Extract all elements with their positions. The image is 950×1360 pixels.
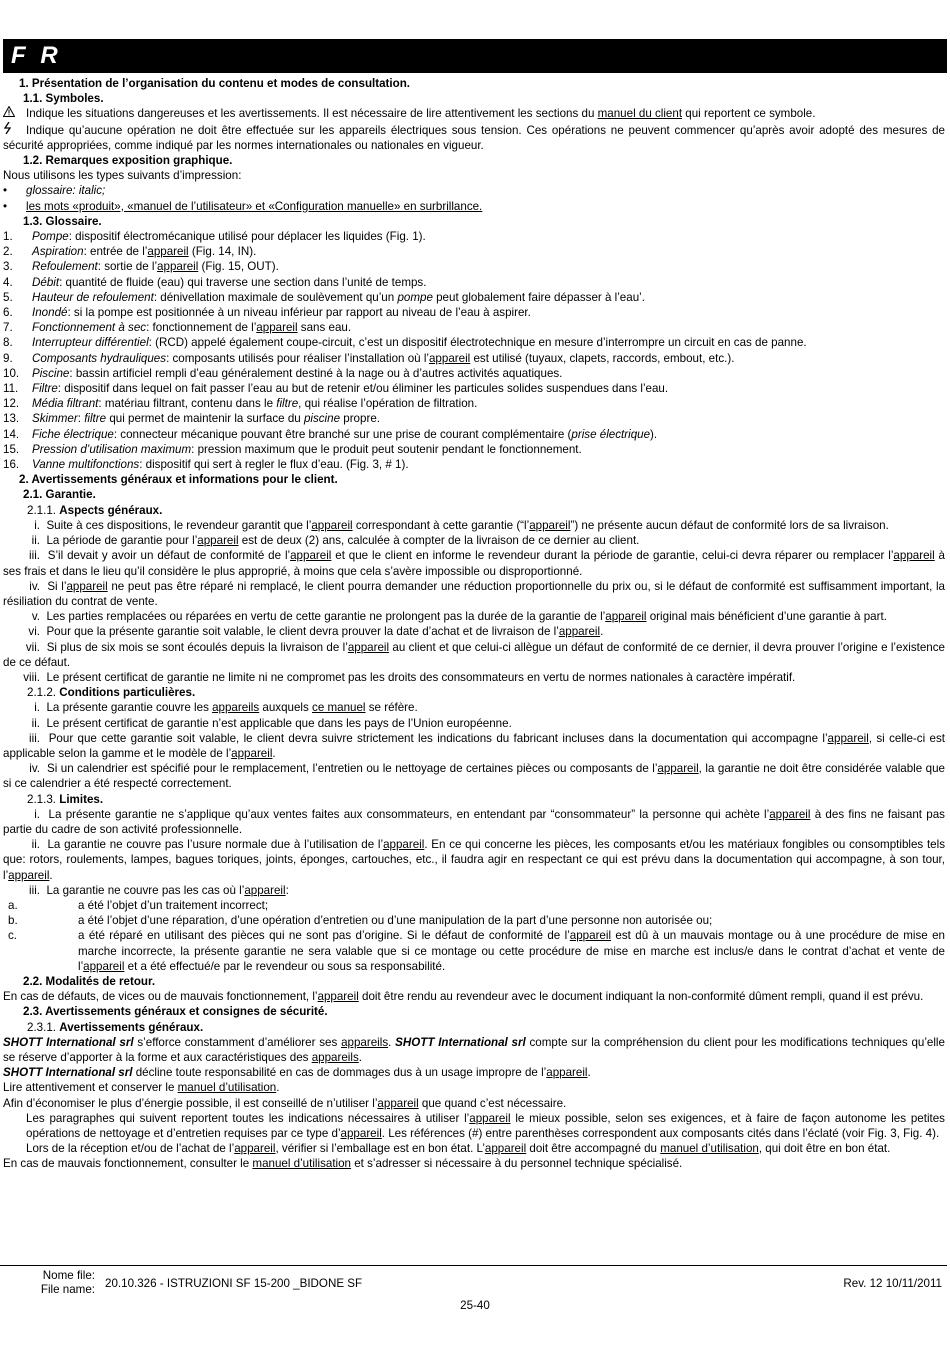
roman-item: iii. La garantie ne couvre pas les cas où l’appareil: [29,883,289,897]
warning-paragraph: Les paragraphes qui suivent reportent toutes les indications nécessaires à utiliser l’appareil le mieux possible, selon ses exigences, et à faire de façon autonome les petites opérations de nettoyage et d’entretien requises par ce type d’appareil. Les références (#) entre parenthèses correspondent aux composants cités dans l’éclaté (voir Fig. 3, Fig. 4). [3,1111,945,1141]
read-manual-paragraph: Lire attentivement et conserver le manuel d’utilisation. [3,1081,280,1095]
aspects-title: 2.1.1. Aspects généraux. [27,503,163,517]
roman-item: ii. La garantie ne couvre pas l’usure normale due à l’utilisation de l’appareil. En ce qui concerne les pièces, les composants et/ou les matériaux fongibles ou consomptibles tels que: rotors, roulements, lampes, bagues toriques, joints, éponges, cartouches, etc., il faudra agir en respectant ce qui est prévu dans la documentation qui accompagne, à son tour, l’appareil. [3,838,945,882]
bullet-item: • les mots «produit», «manuel de l’utilisateur» et «Configuration manuelle» en surbrillance. [3,199,483,213]
remarks-title: 1.2. Remarques exposition graphique. [23,154,233,168]
warning-triangle-icon [3,1111,26,1126]
warning-triangle-icon [3,1141,26,1156]
symbol-warning-paragraph: Indique les situations dangereuses et les avertissements. Il est nécessaire de lire attentivement les sections du manuel du client qui reportent ce symbole. [3,106,945,121]
file-name: 20.10.326 - ISTRUZIONI SF 15-200 _BIDONE SF [105,1277,363,1290]
malfunction-paragraph: En cas de mauvais fonctionnement, consulter le manuel d’utilisation et s’adresser si nécessaire à du personnel technique spécialisé. [3,1157,683,1171]
return-title: 2.2. Modalités de retour. [23,974,156,988]
limits-title: 2.1.3. Limites. [27,792,104,806]
glossary-item: 9. Composants hydrauliques: composants utilisés pour réaliser l’installation où l’appareil est utilisé (tuyaux, clapets, raccords, embout, etc.). [3,351,735,365]
roman-item: iv. Si un calendrier est spécifié pour le remplacement, l’entretien ou le nettoyage de certaines pièces ou composants de l’appareil, la garantie ne doit être considérée valable que si ce calendrier a été respecté correctement. [3,762,946,791]
glossary-item: 15. Pression d’utilisation maximum: pression maximum que le produit peut soutenir pendant le fonctionnement. [3,442,582,456]
client-manual-link: manuel du client [597,107,683,121]
symbol-electric-paragraph: Indique qu’aucune opération ne doit être effectuée sur les appareils électriques sous tension. Ces opérations ne peuvent commencer qu’après avoir adopté des mesures de sécurité appropriées, comme indiqué par les normes internationales ou nationales en vigueur. [3,123,945,152]
document-body [3,76,945,1172]
section-2-title: 2. Avertissements généraux et informations pour le client. [19,473,338,487]
glossary-item: 7. Fonctionnement à sec: fonctionnement de l’appareil sans eau. [3,321,352,335]
return-paragraph: En cas de défauts, de vices ou de mauvais fonctionnement, l’appareil doit être rendu au revendeur avec le document indiquant la non-conformité dûment rempli, quand il est prévu. [3,990,924,1004]
glossary-item: 3. Refoulement: sortie de l’appareil (Fig. 15, OUT). [3,260,279,274]
glossary-item: 5. Hauteur de refoulement: dénivellation maximale de soulèvement qu’un pompe peut globalement faire dépasser à l’eau’. [3,290,645,304]
energy-paragraph: Afin d’économiser le plus d’énergie possible, il est conseillé de n’utiliser l’appareil que quand c’est nécessaire. [3,1096,567,1110]
roman-item: ii. La période de garantie pour l’appareil est de deux (2) ans, calculée à compter de la livraison de ce dernier au client. [31,534,640,548]
alpha-item: a. a été l’objet d’un traitement incorrect; [8,898,269,912]
roman-item: iii. Pour que cette garantie soit valable, le client devra suivre strictement les indications du fabricant incluses dans la documentation qui accompagne l’appareil, si celle-ci est applicable selon la gamme et le modèle de l’appareil. [3,731,945,760]
glossary-item: 1. Pompe: dispositif électromécanique utilisé pour déplacer les liquides (Fig. 1). [3,230,426,244]
revision: Rev. 12 10/11/2011 [843,1277,942,1290]
roman-item: vii. Si plus de six mois se sont écoulés depuis la livraison de l’appareil au client et que celui-ci allègue un défaut de conformité de ce dernier, il devra prouver l’origine e l’existence de ce défaut. [3,640,945,669]
glossary-item: 6. Inondé: si la pompe est positionnée à un niveau inférieur par rapport au niveau de l’eau à aspirer. [3,306,531,320]
liability-paragraph: SHOTT International srl décline toute responsabilité en cas de dommages dus à un usage impropre de l’appareil. [3,1066,591,1080]
glossary-item: 11. Filtre: dispositif dans lequel on fait passer l’eau au but de retenir et/ou éliminer les particules solides suspendues dans l’eau. [3,382,669,396]
section-1-title: 1. Présentation de l’organisation du contenu et modes de consultation. [19,77,411,90]
page-number: 25-40 [460,1299,490,1312]
safety-title: 2.3. Avertissements généraux et consignes de sécurité. [23,1005,328,1019]
roman-item: iv. Si l’appareil ne peut pas être réparé ni remplacé, le client pourra demander une réduction proportionnelle du prix ou, si le défaut de conformité est suffisamment important, la résiliation du contrat de vente. [3,579,945,608]
alpha-item: b. a été l’objet d’une réparation, d’une opération d’entretien ou d’une manipulation de la part d’une personne non autorisée ou; [8,914,713,928]
glossary-item: 2. Aspiration: entrée de l’appareil (Fig. 14, IN). [3,245,257,259]
bullet-item: • glossaire: italic; [3,184,106,198]
glossary-item: 8. Interrupteur différentiel: (RCD) appelé également coupe-circuit, c’est un dispositif électrotechnique en mesure d’interrompre un circuit en cas de panne. [3,336,807,350]
glossary-item: 14. Fiche électrique: connecteur mécanique pouvant être branché sur une prise de courant complémentaire (prise électrique). [3,427,658,441]
warning-triangle-icon [3,106,26,121]
glossary-item: 10. Piscine: bassin artificiel rempli d’eau généralement destiné à la nage ou à d’autres activités aquatiques. [3,366,563,380]
glossary-item: 12. Média filtrant: matériau filtrant, contenu dans le filtre, qui réalise l’opération de filtration. [3,397,478,411]
glossary-item: 4. Débit: quantité de fluide (eau) qui traverse une section dans l’unité de temps. [3,275,427,289]
file-name-label: Nome file: File name: [40,1269,95,1296]
roman-item: i. La présente garantie couvre les appareils auxquels ce manuel se réfère. [34,701,418,715]
roman-item: vi. Pour que la présente garantie soit valable, le client devra prouver la date d’achat et de livraison de l’appareil. [28,625,604,639]
footer-rule [0,1265,947,1266]
lightning-icon [3,122,26,138]
roman-item: ii. Le présent certificat de garantie n’est applicable que dans les pays de l’Union européenne. [31,716,512,730]
general-warnings-title: 2.3.1. Avertissements généraux. [27,1020,204,1034]
warning-paragraph: Lors de la réception et/ou de l’achat de l’appareil, vérifier si l’emballage est en bon état. L’appareil doit être accompagné du manuel d’utilisation, qui doit être en bon état. [3,1141,945,1156]
guarantee-title: 2.1. Garantie. [23,488,96,502]
company-paragraph: SHOTT International srl s’efforce constamment d’améliorer ses appareils. SHOTT International srl compte sur la compréhension du client pour les modifications techniques qu’elle se réserve d’apporter à la forme et aux caractéristiques des appareils. [3,1035,945,1064]
language-code: F R [11,42,62,69]
symbols-title: 1.1. Symboles. [23,92,104,106]
remarks-intro: Nous utilisons les types suivants d’impression: [3,169,242,183]
roman-item: iii. S’il devait y avoir un défaut de conformité de l’appareil et que le client en informe le revendeur durant la période de garantie, celui-ci devra réparer ou remplacer l’appareil à ses frais et dans le lieu qu’il considère le plus approprié, à moins que cela s’avère impossible ou disproportionné. [3,549,946,578]
roman-item: i. Suite à ces dispositions, le revendeur garantit que l’appareil correspondant à cette garantie (“l’appareil”) ne présente aucun défaut de conformité lors de sa livraison. [34,518,889,532]
conditions-title: 2.1.2. Conditions particulières. [27,686,196,700]
glossary-item: 13. Skimmer: filtre qui permet de maintenir la surface du piscine propre. [3,412,380,426]
language-header-bar [3,39,947,73]
glossary-title: 1.3. Glossaire. [23,214,102,228]
roman-item: v. Les parties remplacées ou réparées en vertu de cette garantie ne prolongent pas la durée de la garantie de l’appareil original mais bénéficient d’une garantie à part. [31,610,887,624]
alpha-item: c. a été réparé en utilisant des pièces qui ne sont pas d’origine. Si le défaut de conformité de l’appareil est dû à un mauvais montage ou à une procédure de mise en marche incorrecte, la présente garantie ne sera valable que si ce montage ou cette procédure de mise en marche est inclus/e dans le contrat d’achat et vente de l’appareil et a été effectué/e par le revendeur ou sous sa responsabilité. [8,929,945,973]
glossary-item: 16. Vanne multifonctions: dispositif qui sert à regler le flux d’eau. (Fig. 3, # 1). [3,458,409,472]
roman-item: viii. Le présent certificat de garantie ne limite ni ne compromet pas les droits des consommateurs en vertu de normes nationales à caractère impératif. [23,670,796,684]
roman-item: i. La présente garantie ne s’applique qu’aux ventes faites aux consommateurs, en entendant par “consommateur” la personne qui achète l’appareil à des fins ne faisant pas partie du cadre de son activité professionnelle. [3,807,945,836]
